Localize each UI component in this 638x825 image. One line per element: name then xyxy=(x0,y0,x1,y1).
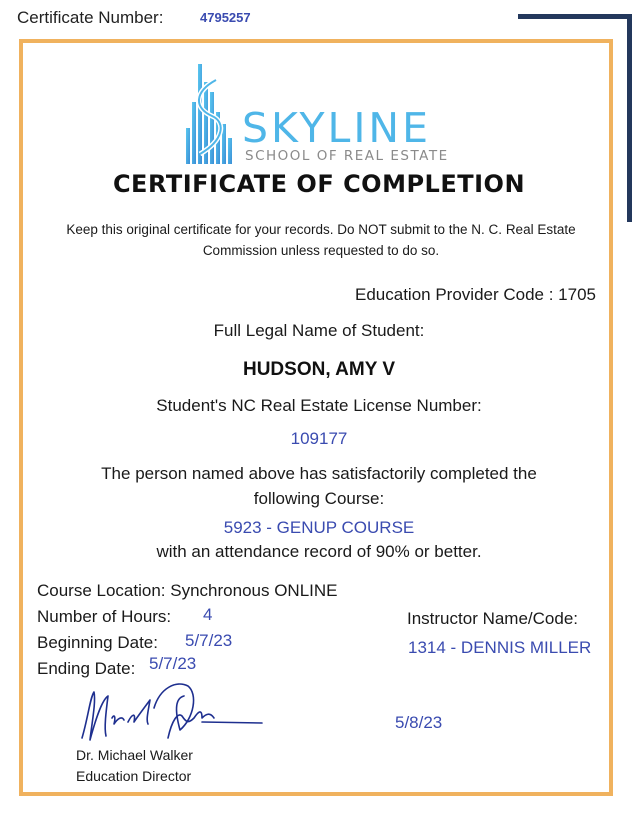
completion-statement-line1: The person named above has satisfactorily completed the xyxy=(101,464,537,483)
beginning-date-label: Beginning Date: xyxy=(37,633,158,652)
ending-date-label: Ending Date: xyxy=(37,659,136,678)
license-number-label: Student's NC Real Estate License Number: xyxy=(156,396,482,415)
brand-name: SKYLINE xyxy=(242,104,432,152)
student-name-label: Full Legal Name of Student: xyxy=(213,321,425,340)
brand-subtitle: SCHOOL OF REAL ESTATE xyxy=(245,148,449,164)
certificate-number-value: 4795257 xyxy=(200,10,251,25)
instructor-label: Instructor Name/Code: xyxy=(407,609,579,628)
attendance-statement: with an attendance record of 90% or better. xyxy=(156,542,482,561)
skyline-logo-icon xyxy=(186,62,234,166)
ending-date-value: 5/7/23 xyxy=(149,654,197,673)
corner-accent-horizontal xyxy=(518,14,632,19)
director-signature xyxy=(76,678,266,750)
education-provider-code: Education Provider Code : 1705 xyxy=(355,285,596,304)
hours-label: Number of Hours: xyxy=(37,607,172,626)
completion-statement-line2: following Course: xyxy=(253,489,385,508)
beginning-date-value: 5/7/23 xyxy=(185,631,233,650)
notice-text: Keep this original certificate for your records. Do NOT submit to the N. C. Real Estate Commission unless requested to do so. xyxy=(66,222,576,258)
director-name: Dr. Michael Walker xyxy=(76,747,193,763)
signature-date: 5/8/23 xyxy=(395,713,443,732)
course-name: 5923 - GENUP COURSE xyxy=(223,518,415,537)
course-location: Course Location: Synchronous ONLINE xyxy=(37,581,338,600)
student-name: HUDSON, AMY V xyxy=(242,359,396,380)
license-number-value: 109177 xyxy=(290,429,348,448)
director-title: Education Director xyxy=(76,768,192,784)
instructor-value: 1314 - DENNIS MILLER xyxy=(408,638,592,657)
certificate-number-label: Certificate Number: xyxy=(17,8,164,27)
certificate-title: CERTIFICATE OF COMPLETION xyxy=(112,170,526,198)
hours-value: 4 xyxy=(203,605,213,624)
